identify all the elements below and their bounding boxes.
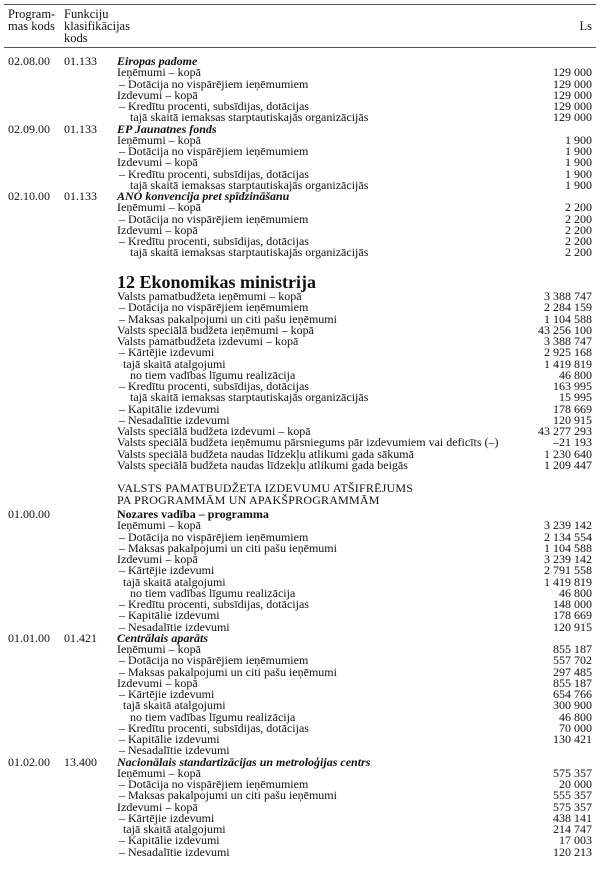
row-label: Nacionālais standartizācijas un metroloģijas centrs: [117, 754, 371, 769]
table-row: [0, 392, 600, 403]
breakdown-heading-line1: VALSTS PAMATBUDŽETA IZDEVUMU ATŠIFRĒJUMS: [117, 481, 414, 495]
row-value: 17 003: [559, 833, 592, 848]
row-label: – Nesadalītie izdevumi: [119, 844, 230, 859]
row-value: 2 200: [565, 234, 592, 248]
program-row: [0, 121, 600, 136]
row-label: Valsts speciālā budžeta izdevumi – kopā: [117, 424, 311, 438]
row-value: –21 193: [553, 435, 592, 450]
table-row: [0, 734, 600, 745]
row-label: Valsts speciālā budžeta ieņēmumi – kopā: [117, 322, 314, 337]
table-row: [0, 565, 600, 576]
row-label: tajā skaitā iemaksas starptautiskajās organizācijās: [130, 177, 369, 192]
row-label: – Kapitālie izdevumi: [119, 732, 220, 746]
row-label: – Maksas pakalpojumi un citi pašu ieņēmumi: [119, 788, 337, 803]
row-label: – Dotācija no vispārējiem ieņēmumiem: [119, 144, 309, 158]
row-label: Ieņēmumi – kopā: [117, 132, 201, 147]
row-value: 1 900: [565, 177, 592, 192]
row-value: 3 388 747: [544, 289, 592, 303]
row-label: – Dotācija no vispārējiem ieņēmumiem: [119, 211, 309, 226]
row-value: 120 213: [553, 844, 592, 859]
header-function-code: Funkciju klasifikācijas kods: [64, 7, 130, 45]
block-programs: [0, 509, 600, 858]
row-value: 555 357: [553, 788, 592, 803]
row-value: 575 357: [553, 799, 592, 814]
row-value: 2 134 554: [544, 529, 592, 544]
program-code: 02.09.00: [8, 121, 50, 136]
table-row: [0, 799, 600, 814]
row-label: Eiropas padome: [117, 54, 198, 68]
table-row: [0, 835, 600, 846]
row-label: no tiem vadības līgumu realizācija: [130, 709, 296, 724]
row-value: 3 239 142: [544, 552, 592, 566]
row-label: tajā skaitā iemaksas starptautiskajās organizācijās: [130, 245, 369, 260]
row-label: Izdevumi – kopā: [117, 552, 198, 566]
row-value: 178 669: [553, 401, 592, 416]
row-value: 70 000: [559, 720, 592, 735]
table-row: [0, 675, 600, 690]
row-label: – Maksas pakalpojumi un citi pašu ieņēmumi: [119, 664, 337, 679]
table-row: [0, 356, 600, 371]
table-row: [0, 610, 600, 621]
function-code: 13.400: [64, 754, 97, 769]
ministry-title: 12 Ekonomikas ministrija: [117, 272, 317, 292]
row-value: 1 900: [565, 155, 592, 170]
row-label: – Kredītu procenti, subsīdijas, dotācijas: [119, 234, 309, 248]
row-label: – Kārtējie izdevumi: [119, 687, 215, 701]
row-label: Izdevumi – kopā: [117, 799, 198, 814]
table-row: [0, 146, 600, 157]
row-value: 120 915: [553, 412, 592, 427]
function-code: 01.133: [64, 54, 97, 68]
table-row: [0, 336, 600, 347]
table-row: [0, 824, 600, 835]
row-value: 1 104 588: [544, 540, 592, 555]
row-value: 855 187: [553, 642, 592, 656]
row-value: 300 900: [553, 698, 592, 713]
breakdown-heading: [117, 482, 413, 506]
row-value: 297 485: [553, 664, 592, 679]
function-code: 01.133: [64, 189, 97, 203]
row-label: – Dotācija no vispārējiem ieņēmumiem: [119, 529, 309, 544]
row-value: 163 995: [553, 379, 592, 393]
row-label: – Dotācija no vispārējiem ieņēmumiem: [119, 653, 309, 668]
table-row: [0, 401, 600, 416]
row-value: 3 239 142: [544, 518, 592, 533]
program-row: [0, 509, 600, 520]
row-label: Ieņēmumi – kopā: [117, 765, 201, 780]
row-value: 1 900: [565, 132, 592, 147]
table-row: [0, 664, 600, 679]
row-label: tajā skaitā atalgojumi: [123, 574, 226, 589]
row-value: 120 915: [553, 619, 592, 634]
program-code: 02.10.00: [8, 189, 50, 203]
row-label: Ieņēmumi – kopā: [117, 65, 201, 80]
row-value: 46 800: [559, 709, 592, 724]
row-value: 1 900: [565, 166, 592, 181]
row-label: tajā skaitā atalgojumi: [123, 822, 226, 836]
row-label: – Kredītu procenti, subsīdijas, dotācijas: [119, 379, 309, 393]
row-value: 1 209 447: [544, 457, 592, 472]
program-row: [0, 630, 600, 645]
row-value: 46 800: [559, 585, 592, 600]
row-label: – Dotācija no vispārējiem ieņēmumiem: [119, 777, 309, 791]
row-label: – Kapitālie izdevumi: [119, 833, 220, 848]
row-value: 1 419 819: [544, 356, 592, 371]
row-value: 2 284 159: [544, 300, 592, 315]
program-row: [0, 754, 600, 769]
program-code: 01.02.00: [8, 754, 50, 769]
row-value: 575 357: [553, 765, 592, 780]
row-label: – Kārtējie izdevumi: [119, 563, 215, 578]
row-value: 1 230 640: [544, 446, 592, 461]
row-label: no tiem vadības līgumu realizācija: [130, 367, 296, 382]
row-label: – Kredītu procenti, subsīdijas, dotācijas: [119, 99, 309, 113]
row-value: 2 791 558: [544, 563, 592, 578]
function-code: 01.133: [64, 121, 97, 136]
row-value: 1 419 819: [544, 574, 592, 589]
row-label: – Kapitālie izdevumi: [119, 401, 220, 416]
row-label: EP Jaunatnes fonds: [117, 121, 217, 136]
function-code: 01.421: [64, 630, 97, 645]
row-label: tajā skaitā iemaksas starptautiskajās organizācijās: [130, 390, 369, 405]
row-value: 214 747: [553, 822, 592, 836]
row-label: tajā skaitā atalgojumi: [123, 698, 226, 713]
table-row: [0, 810, 600, 825]
row-label: Centrālais aparāts: [117, 630, 209, 645]
row-value: 1 104 588: [544, 311, 592, 326]
row-label: – Nesadalītie izdevumi: [119, 412, 230, 427]
row-value: 43 277 293: [538, 424, 592, 438]
row-label: – Maksas pakalpojumi un citi pašu ieņēmumi: [119, 311, 337, 326]
row-value: 2 200: [565, 211, 592, 226]
table-row: [0, 689, 600, 700]
program-row: [0, 191, 600, 202]
program-code: 02.08.00: [8, 54, 50, 68]
row-label: – Kredītu procenti, subsīdijas, dotācijas: [119, 166, 309, 181]
table-row: [0, 720, 600, 735]
table-row: [0, 540, 600, 555]
row-value: 20 000: [559, 777, 592, 791]
row-value: 129 000: [553, 76, 592, 91]
table-row: [0, 347, 600, 358]
row-label: – Kredītu procenti, subsīdijas, dotācijas: [119, 597, 309, 611]
row-label: ANO konvencija pret spīdzināšanu: [117, 189, 290, 203]
row-label: – Kārtējie izdevumi: [119, 345, 215, 360]
header-program-code: Program-mas kods: [8, 7, 56, 33]
row-value: 1 900: [565, 144, 592, 158]
row-label: Valsts pamatbudžeta ieņēmumi – kopā: [117, 289, 302, 303]
row-label: Valsts speciālā budžeta ieņēmumu pārsniegums pār izdevumiem vai deficīts (–): [117, 435, 499, 450]
row-value: 129 000: [553, 99, 592, 113]
table-row: [0, 76, 600, 91]
row-label: Valsts speciālā budžeta naudas līdzekļu atlikumi gada beigās: [117, 457, 408, 472]
program-code: 01.01.00: [8, 630, 50, 645]
table-row: [0, 574, 600, 589]
row-label: tajā skaitā atalgojumi: [123, 356, 226, 371]
row-label: – Maksas pakalpojumi un citi pašu ieņēmumi: [119, 540, 337, 555]
row-value: 654 766: [553, 687, 592, 701]
program-row: [0, 56, 600, 67]
row-value: 2 200: [565, 222, 592, 237]
row-label: Izdevumi – kopā: [117, 675, 198, 690]
row-value: 129 000: [553, 65, 592, 80]
row-value: 2 200: [565, 200, 592, 215]
block-ministry-summary: [0, 291, 600, 471]
row-value: 557 702: [553, 653, 592, 668]
row-value: 438 141: [553, 810, 592, 825]
table-row: [0, 457, 600, 472]
row-value: 15 995: [559, 390, 592, 405]
table-row: [0, 790, 600, 801]
row-label: Nozares vadība – programma: [117, 507, 269, 521]
row-label: Izdevumi – kopā: [117, 155, 198, 170]
row-value: 130 421: [553, 732, 592, 746]
row-value: 148 000: [553, 597, 592, 611]
row-label: Izdevumi – kopā: [117, 222, 198, 237]
table-row: [0, 247, 600, 258]
block-international-orgs: [0, 56, 600, 259]
row-label: – Dotācija no vispārējiem ieņēmumiem: [119, 300, 309, 315]
breakdown-heading-line2: PA PROGRAMMĀM UN APAKŠPROGRAMMĀM: [117, 493, 380, 507]
row-label: Ieņēmumi – kopā: [117, 642, 201, 656]
table-row: [0, 844, 600, 859]
table-row: [0, 211, 600, 226]
row-label: Ieņēmumi – kopā: [117, 518, 201, 533]
row-label: Valsts speciālā budžeta naudas līdzekļu atlikumi gada sākumā: [117, 446, 414, 461]
row-value: 178 669: [553, 608, 592, 623]
row-label: Izdevumi – kopā: [117, 87, 198, 102]
row-label: – Kapitālie izdevumi: [119, 608, 220, 623]
header-currency: Ls: [579, 19, 592, 33]
table-row: [0, 322, 600, 337]
row-label: tajā skaitā iemaksas starptautiskajās organizācijās: [130, 110, 369, 125]
row-label: Ieņēmumi – kopā: [117, 200, 201, 215]
row-label: – Nesadalītie izdevumi: [119, 619, 230, 634]
row-value: 129 000: [553, 110, 592, 125]
row-label: – Dotācija no vispārējiem ieņēmumiem: [119, 76, 309, 91]
row-value: 43 256 100: [538, 322, 592, 337]
program-code: 01.00.00: [8, 507, 50, 521]
row-value: 46 800: [559, 367, 592, 382]
row-label: – Nesadalītie izdevumi: [119, 743, 230, 758]
table-row: [0, 700, 600, 711]
row-value: 2 925 168: [544, 345, 592, 360]
table-header: [4, 4, 596, 48]
row-value: 2 200: [565, 245, 592, 260]
row-label: no tiem vadības līgumu realizācija: [130, 585, 296, 600]
row-label: – Kredītu procenti, subsīdijas, dotācijas: [119, 720, 309, 735]
row-value: 855 187: [553, 675, 592, 690]
row-value: 129 000: [553, 87, 592, 102]
row-label: – Kārtējie izdevumi: [119, 810, 215, 825]
table-row: [0, 554, 600, 565]
table-row: [0, 599, 600, 610]
row-value: 3 388 747: [544, 334, 592, 348]
row-label: Valsts pamatbudžeta izdevumi – kopā: [117, 334, 299, 348]
